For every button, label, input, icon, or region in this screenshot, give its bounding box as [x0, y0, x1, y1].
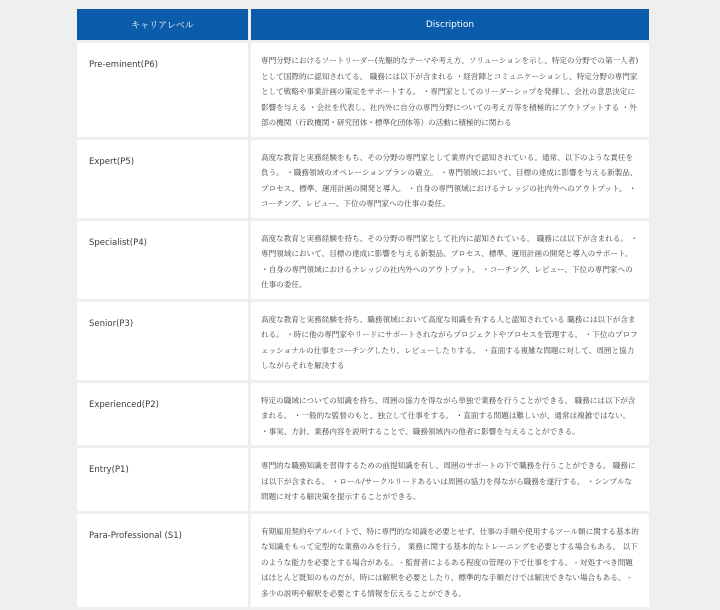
table-row [77, 43, 649, 137]
description-cell: 専門的な職務知識を習得するための前提知識を有し、周囲のサポートの下で職務を行うことができる。 職務には以下が含まれる。 ・ロール/サークルリードあるいは周囲の協力を得ながら職務を遂行する。 ・シンプルな問題に対する解決策を提示することができる。 [251, 448, 649, 511]
table-row [77, 383, 649, 446]
table-row [77, 514, 649, 608]
level-cell: Pre-eminent(P6) [77, 43, 248, 137]
table-row [77, 140, 649, 218]
level-cell: Senior(P3) [77, 302, 248, 380]
description-cell: 有期雇用契約やアルバイトで、特に専門的な知識を必要とせず、仕事の手順や使用するツール類に関する基本的な知識をもって定型的な業務のみを行う。 業務に関する基本的なトレーニングを必要とする場合もある。 以下のような能力を必要とする場合がある。 - 監督者によるある程度の管理の下で仕事をする。 - 対処すべき問題はほとんど既知のものだが、時には解釈を必要としたり、標準的な手順だけでは解決できない場合もある。 - 多少の説明や解釈を必要とする情報を伝えることができる。 [251, 514, 649, 608]
header-description: Discription [251, 9, 649, 40]
description-cell: 高度な教育と実務経験を持ち、その分野の専門家として社内に認知されている。 職務には以下が含まれる。 ・専門領域において、目標の達成に影響を与える新製品、プロセス、標準、運用計画の開発と導入のサポート。 ・自身の専門領域におけるナレッジの社内外へのアウトプット。 ・コーチング、レビュー、下位の専門家への仕事の委任。 [251, 221, 649, 299]
level-cell: Specialist(P4) [77, 221, 248, 299]
description-cell: 高度な教育と実務経験を持ち、職務領域において高度な知識を有する人と認知されている 職務には以下が含まれる。 ・時に他の専門家やリードにサポートされながらプロジェクトやプロセスを管理する。 ・下位のプロフェッショナルの仕事をコーチングしたり、レビューしたりする。 ・直面する複雑な問題に対して、周囲と協力しながらそれを解決する [251, 302, 649, 380]
career-level-table-container [74, 6, 652, 610]
table-row [77, 448, 649, 511]
description-cell: 高度な教育と実務経験をもち、その分野の専門家として業界内で認知されている。通常、以下のような責任を負う。 ・職務領域のオペレーションプランの確立。 ・専門領域において、目標の達成に影響を与える新製品、プロセス、標準、運用計画の開発と導入。 ・自身の専門領域におけるナレッジの社内外へのアウトプット。 ・コーチング、レビュー、下位の専門家への仕事の委任。 [251, 140, 649, 218]
description-cell: 特定の職域についての知識を持ち、周囲の協力を得ながら単独で業務を行うことができる。 職務には以下が含まれる。 ・一般的な監督のもと、独立して仕事をする。 ・直面する問題は難しいが、通常は複雑ではない。 ・事実、方針、業務内容を説明することで、職務領域内の他者に影響を与えることができる。 [251, 383, 649, 446]
description-cell: 専門分野におけるソートリーダー(先駆的なテーマや考え方、ソリューションを示し、特定の分野での第一人者)として国際的に認知されてる。 職務には以下が含まれる ・経営陣とコミュニケーションし、特定分野の専門家として戦略や事業計画の策定をサポートする。 ・専門家としてのリーダーシップを発揮し、会社の意思決定に影響を与える ・会社を代表し、社内外に自分の専門分野についての考え方等を積極的にアウトプットする ・外部の機関（行政機関・研究団体・標準化団体等）の活動に積極的に関わる [251, 43, 649, 137]
level-cell: Para-Professional (S1) [77, 514, 248, 608]
level-cell: Expert(P5) [77, 140, 248, 218]
table-header-row [77, 9, 649, 40]
level-cell: Entry(P1) [77, 448, 248, 511]
career-level-table [74, 6, 652, 610]
level-cell: Experienced(P2) [77, 383, 248, 446]
table-row [77, 302, 649, 380]
header-career-level: キャリアレベル [77, 9, 248, 40]
table-row [77, 221, 649, 299]
